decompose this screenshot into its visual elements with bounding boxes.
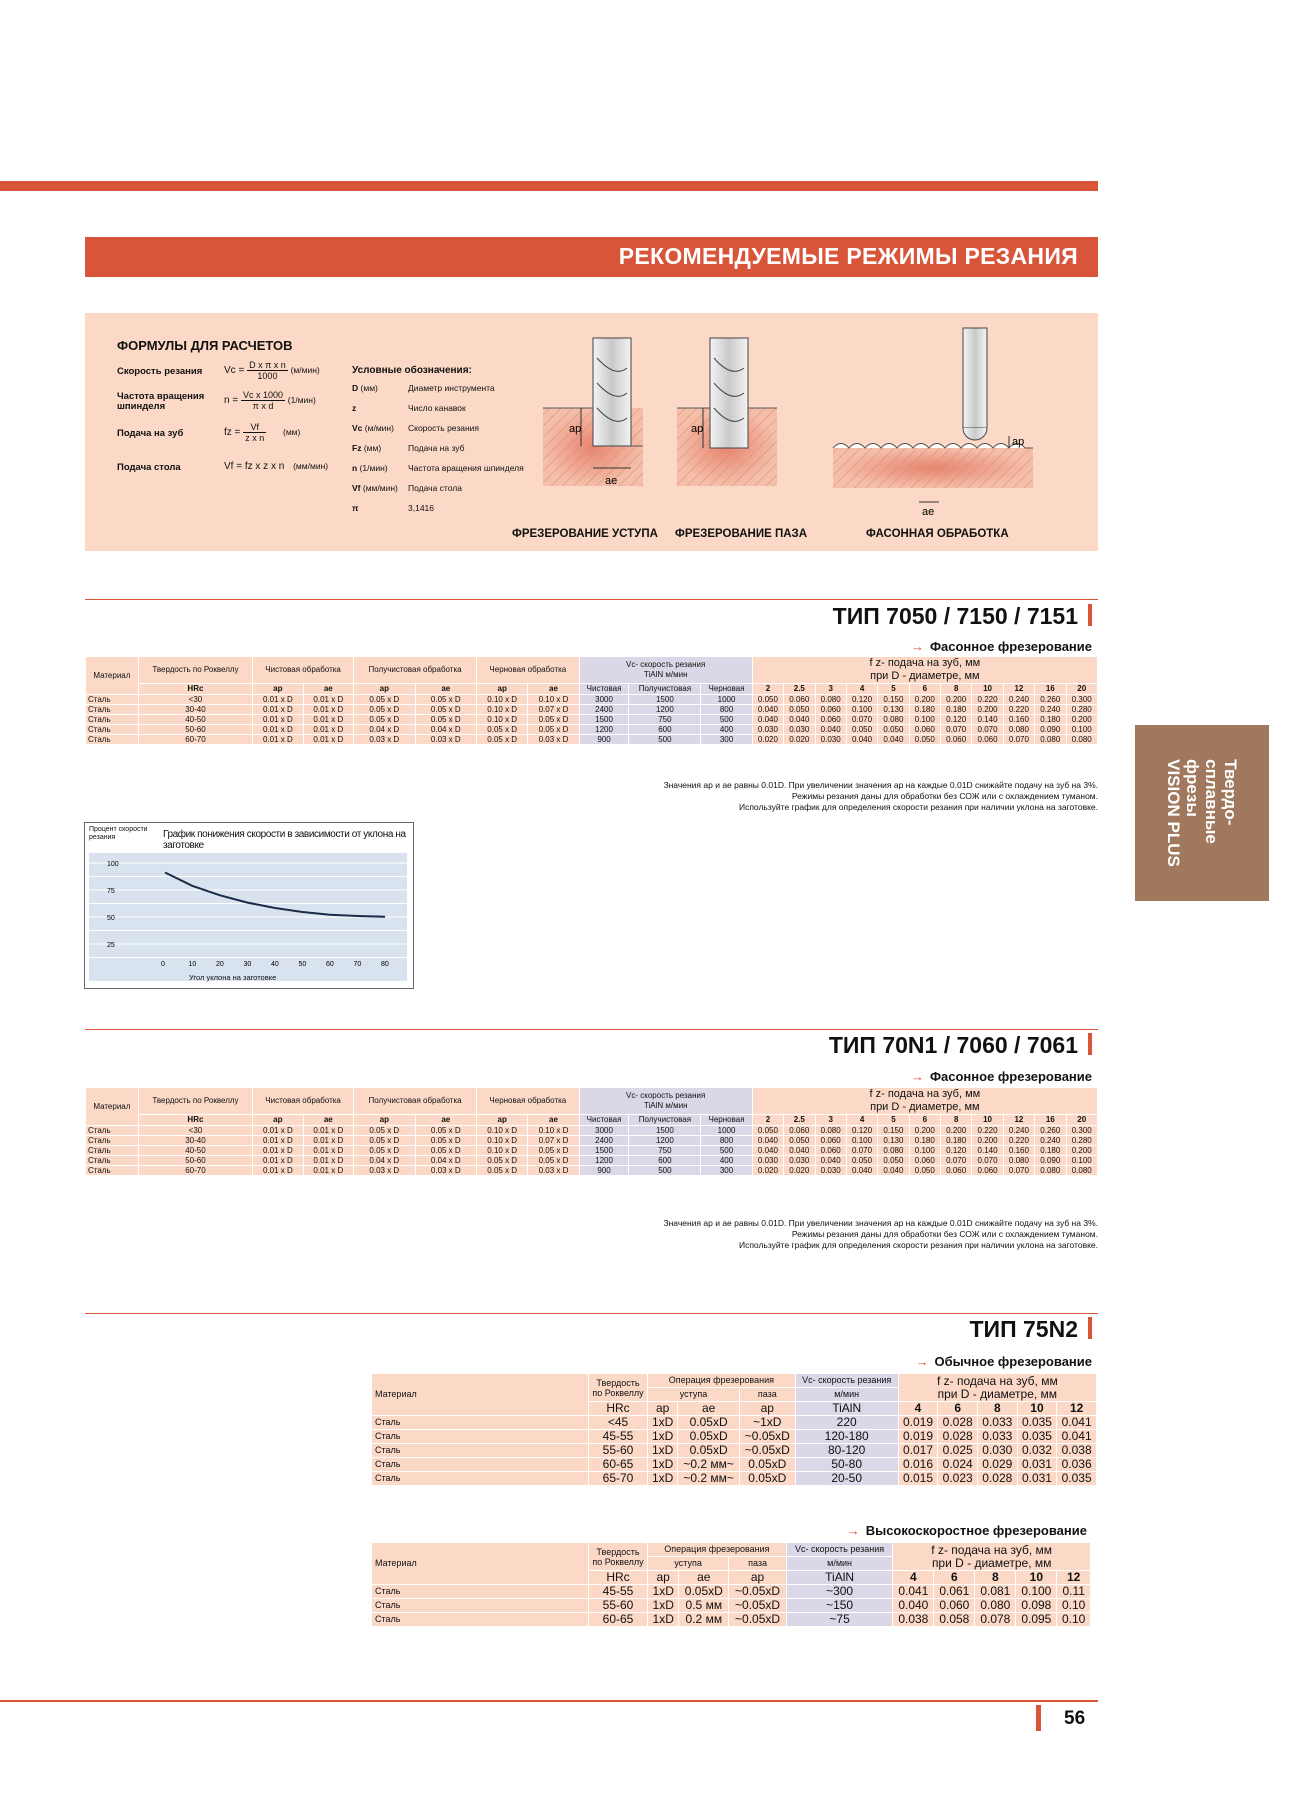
table-row: Сталь <30 0.01 x D 0.01 x D 0.05 x D 0.05 x D 0.10 x D 0.10 x D 3000 1500 1000 0.050 0.060 0.080 0.120 0.150 0.200 0.200 0.220 0.240 0.260 0.300	[86, 1126, 1098, 1136]
col-header: Получистовая	[629, 1115, 701, 1126]
formula-expression: Vc = $\frac{\text{D x π x n}}{1000}$ (м/мин)	[224, 360, 320, 381]
chart-xtick-label: 30	[243, 961, 252, 968]
col-header: Чистовая обработка	[253, 1088, 354, 1115]
col-header: Черновая	[701, 1115, 752, 1126]
col-header: Получистовая обработка	[354, 1088, 477, 1115]
col-header: 3	[815, 1115, 846, 1126]
table-row: Сталь 50-60 0.01 x D 0.01 x D 0.04 x D 0.04 x D 0.05 x D 0.05 x D 1200 600 400 0.030 0.030 0.040 0.050 0.050 0.060 0.070 0.070 0.080 0.090 0.100	[86, 1156, 1098, 1166]
chart-title: График понижения скорости в зависимости от уклона на заготовке	[163, 829, 406, 851]
col-header: HRc	[589, 1571, 648, 1585]
chart-xtick-label: 0	[161, 961, 165, 968]
formula-label: Подача стола	[117, 462, 181, 473]
col-header: ap	[253, 1115, 303, 1126]
table-row: Сталь 45-55 1xD 0.05xD ~0.05xD ~300 0.041 0.061 0.081 0.100 0.11	[372, 1585, 1091, 1599]
col-header: ae	[679, 1571, 729, 1585]
col-header: 8	[977, 1402, 1017, 1416]
chart-ytick-label: 25	[107, 942, 115, 949]
col-header: ae	[303, 684, 353, 695]
col-header: м/мин	[786, 1557, 893, 1571]
shoulder-milling-diagram	[543, 338, 643, 486]
col-header: TiAlN	[795, 1402, 898, 1416]
section-title: ТИП 75N2	[970, 1316, 1093, 1343]
col-header: 12	[1003, 1115, 1034, 1126]
cutting-table-75n2-highspeed	[371, 1542, 1091, 1627]
col-header: Vc- скорость резания TiAlN м/мин	[579, 1088, 752, 1115]
table-row: Сталь 60-70 0.01 x D 0.01 x D 0.03 x D 0.03 x D 0.05 x D 0.03 x D 900 500 300 0.020 0.020 0.030 0.040 0.040 0.050 0.060 0.060 0.070 0.080 0.080	[86, 735, 1098, 745]
chart-xtick-label: 20	[216, 961, 224, 968]
col-header: Твердость по Роквеллу	[589, 1543, 648, 1571]
diagram-caption: ФРЕЗЕРОВАНИЕ ПАЗА	[675, 528, 808, 540]
col-header: ae	[415, 684, 476, 695]
col-header: 6	[938, 1402, 978, 1416]
col-header: 2.5	[784, 1115, 815, 1126]
col-header: HRc	[138, 684, 252, 695]
col-header: паза	[739, 1388, 795, 1402]
col-header: 12	[1057, 1402, 1097, 1416]
col-header: 4	[898, 1402, 938, 1416]
col-header: Чистовая	[579, 684, 629, 695]
col-header: Материал	[86, 657, 139, 695]
col-header: Чистовая обработка	[253, 657, 354, 684]
col-header: ap	[739, 1402, 795, 1416]
section-subtitle: → Фасонное фрезерование	[910, 639, 1092, 654]
diagram-caption: ФРЕЗЕРОВАНИЕ УСТУПА	[512, 528, 658, 540]
col-header: 2.5	[784, 684, 815, 695]
col-header: 16	[1035, 684, 1066, 695]
chart-xtick-label: 70	[353, 961, 362, 968]
table-row: Сталь 40-50 0.01 x D 0.01 x D 0.05 x D 0.05 x D 0.10 x D 0.05 x D 1500 750 500 0.040 0.040 0.060 0.070 0.080 0.100 0.120 0.140 0.160 0.180 0.200	[86, 1146, 1098, 1156]
diagram-caption: ФАСОННАЯ ОБРАБОТКА	[866, 528, 1009, 540]
col-header: Черновая обработка	[477, 1088, 580, 1115]
section-subtitle: → Фасонное фрезерование	[910, 1069, 1092, 1084]
ae-label: ae	[922, 506, 935, 518]
col-header: Vc- скорость резания TiAlN м/мин	[579, 657, 752, 684]
cutting-table-7050	[85, 656, 1098, 745]
col-header: Материал	[86, 1088, 139, 1126]
formula-label: Скорость резания	[117, 366, 203, 377]
chart-xtick-label: 40	[271, 961, 279, 968]
top-rule	[0, 181, 1098, 191]
slot-milling-diagram	[677, 338, 777, 486]
table-notes: Значения ap и ae равны 0.01D. При увеличении значения ap на каждые 0.01D снижайте подачу на зуб на 3%. Режимы резания даны для обработки без СОЖ или с охлаждением туманом. Используйте график для определения скорости резания при наличии уклона на заготовке.	[663, 1218, 1098, 1250]
col-header: ap	[253, 684, 303, 695]
col-header: 3	[815, 684, 846, 695]
col-header: уступа	[648, 1388, 740, 1402]
milling-diagrams	[515, 318, 1075, 518]
col-header: 2	[752, 1115, 783, 1126]
table-row: Сталь 45-55 1xD 0.05xD ~0.05xD 120-180 0.019 0.028 0.033 0.035 0.041	[372, 1430, 1097, 1444]
cutting-table-70n1	[85, 1087, 1098, 1176]
legend-item: Vf (мм/мин) Подача стола	[352, 483, 462, 493]
col-header: 6	[934, 1571, 975, 1585]
formula-expression: fz = $\frac{Vf}{\text{z x n}}$ (мм)	[224, 422, 301, 443]
col-header: 8	[941, 1115, 972, 1126]
col-header: ae	[415, 1115, 476, 1126]
col-header: Vc- скорость резания	[786, 1543, 893, 1557]
col-header: ae	[303, 1115, 353, 1126]
chart-xtick-label: 80	[381, 961, 389, 968]
col-header: 10	[1016, 1571, 1057, 1585]
chart-ytick-label: 100	[107, 861, 119, 868]
table-row: Сталь 65-70 1xD ~0.2 мм~ 0.05xD 20-50 0.015 0.023 0.028 0.031 0.035	[372, 1472, 1097, 1486]
section-rule	[85, 1029, 1098, 1030]
ap-label: ap	[569, 423, 582, 435]
section-rule	[85, 599, 1098, 600]
col-header: 4	[846, 684, 877, 695]
legend-item: D (мм) Диаметр инструмента	[352, 383, 495, 393]
col-header: 10	[972, 1115, 1003, 1126]
legend-item: π 3,1416	[352, 503, 434, 513]
col-header: Получистовая обработка	[354, 657, 477, 684]
legend-item: Vc (м/мин) Скорость резания	[352, 423, 480, 433]
page-title: РЕКОМЕНДУЕМЫЕ РЕЖИМЫ РЕЗАНИЯ	[618, 243, 1078, 269]
table-row: Сталь 30-40 0.01 x D 0.01 x D 0.05 x D 0.05 x D 0.10 x D 0.07 x D 2400 1200 800 0.040 0.050 0.060 0.100 0.130 0.180 0.180 0.200 0.220 0.240 0.280	[86, 705, 1098, 715]
legend-title: Условные обозначения:	[352, 365, 472, 376]
chart-ytick-label: 50	[107, 915, 115, 922]
col-header: 5	[878, 1115, 909, 1126]
chart-ytick-label: 75	[107, 888, 115, 895]
col-header: Операция фрезерования	[648, 1543, 787, 1557]
ap-label: ap	[1012, 436, 1025, 448]
speed-reduction-chart	[84, 822, 414, 989]
legend-item: Fz (мм) Подача на зуб	[352, 443, 465, 453]
col-header: 4	[846, 1115, 877, 1126]
col-header: 8	[941, 684, 972, 695]
table-row: Сталь <45 1xD 0.05xD ~1xD 220 0.019 0.028 0.033 0.035 0.041	[372, 1416, 1097, 1430]
col-header: f z- подача на зуб, мм при D - диаметре, мм	[752, 657, 1097, 684]
col-header: f z- подача на зуб, мм при D - диаметре, мм	[898, 1374, 1096, 1402]
table-row: Сталь 60-70 0.01 x D 0.01 x D 0.03 x D 0.03 x D 0.05 x D 0.03 x D 900 500 300 0.020 0.020 0.030 0.040 0.040 0.050 0.060 0.060 0.070 0.080 0.080	[86, 1166, 1098, 1176]
ae-label: ae	[605, 475, 618, 487]
col-header: Твердость по Роквеллу	[138, 657, 252, 684]
side-category-tab	[1135, 725, 1269, 901]
table-notes: Значения ap и ae равны 0.01D. При увеличении значения ap на каждые 0.01D снижайте подачу на зуб на 3%. Режимы резания даны для обработки без СОЖ или с охлаждением туманом. Используйте график для определения скорости резания при наличии уклона на заготовке.	[663, 780, 1098, 812]
col-header: ap	[648, 1402, 678, 1416]
section-rule	[85, 1313, 1098, 1314]
legend-item: n (1/мин) Частота вращения шпинделя	[352, 463, 524, 473]
col-header: TiAlN	[786, 1571, 893, 1585]
col-header: HRc	[138, 1115, 252, 1126]
col-header: Получистовая	[629, 684, 701, 695]
formula-label: Частота вращения шпинделя	[117, 391, 205, 412]
col-header: Vc- скорость резания	[795, 1374, 898, 1388]
col-header: паза	[729, 1557, 787, 1571]
profile-milling-diagram	[833, 328, 1033, 502]
col-header: 20	[1066, 684, 1098, 695]
ap-label: ap	[691, 423, 704, 435]
table-row: Сталь <30 0.01 x D 0.01 x D 0.05 x D 0.05 x D 0.10 x D 0.10 x D 3000 1500 1000 0.050 0.060 0.080 0.120 0.150 0.200 0.200 0.220 0.240 0.260 0.300	[86, 695, 1098, 705]
col-header: ap	[477, 1115, 528, 1126]
col-header: ap	[477, 684, 528, 695]
col-header: ae	[678, 1402, 740, 1416]
section-subtitle: → Обычное фрезерование	[915, 1354, 1092, 1369]
cutting-table-75n2-standard	[371, 1373, 1097, 1486]
col-header: Операция фрезерования	[648, 1374, 796, 1388]
chart-xlabel: Угол уклона на заготовке	[189, 973, 277, 982]
bottom-rule	[0, 1700, 1098, 1702]
side-tab-label: Твердо- сплавные фрезы VISION PLUS	[1164, 759, 1240, 867]
col-header: Черновая	[701, 684, 752, 695]
col-header: ap	[729, 1571, 787, 1585]
col-header: HRc	[589, 1402, 648, 1416]
col-header: Твердость по Роквеллу	[138, 1088, 252, 1115]
page-number: 56	[1064, 1708, 1086, 1729]
table-row: Сталь 30-40 0.01 x D 0.01 x D 0.05 x D 0.05 x D 0.10 x D 0.07 x D 2400 1200 800 0.040 0.050 0.060 0.100 0.130 0.180 0.180 0.200 0.220 0.240 0.280	[86, 1136, 1098, 1146]
col-header: м/мин	[795, 1388, 898, 1402]
chart-xtick-label: 10	[188, 961, 197, 968]
page-marker	[1036, 1705, 1041, 1731]
section-title: ТИП 70N1 / 7060 / 7061	[829, 1032, 1092, 1059]
col-header: 10	[1017, 1402, 1057, 1416]
chart-xtick-label: 60	[326, 961, 334, 968]
col-header: f z- подача на зуб, мм при D - диаметре, мм	[893, 1543, 1091, 1571]
formula-expression: Vf = fz x z x n (мм/мин)	[224, 461, 329, 472]
formulas-title: ФОРМУЛЫ ДЛЯ РАСЧЕТОВ	[117, 338, 293, 353]
col-header: 8	[975, 1571, 1016, 1585]
table-row: Сталь 60-65 1xD 0.2 мм ~0.05xD ~75 0.038 0.058 0.078 0.095 0.10	[372, 1613, 1091, 1627]
col-header: ap	[354, 684, 415, 695]
col-header: Материал	[372, 1543, 589, 1585]
table-row: Сталь 50-60 0.01 x D 0.01 x D 0.04 x D 0.04 x D 0.05 x D 0.05 x D 1200 600 400 0.030 0.030 0.040 0.050 0.050 0.060 0.070 0.070 0.080 0.090 0.100	[86, 725, 1098, 735]
table-row: Сталь 55-60 1xD 0.05xD ~0.05xD 80-120 0.017 0.025 0.030 0.032 0.038	[372, 1444, 1097, 1458]
chart-ylabel: Процент скорости резания	[89, 826, 148, 841]
col-header: 16	[1035, 1115, 1066, 1126]
col-header: Твердость по Роквеллу	[589, 1374, 648, 1402]
col-header: 5	[878, 684, 909, 695]
col-header: 12	[1057, 1571, 1091, 1585]
col-header: ae	[528, 684, 579, 695]
col-header: 6	[909, 684, 940, 695]
formula-expression: n = $\frac{\text{Vc x 1000}}{\text{π x d}}$ (1/мин)	[224, 390, 316, 411]
col-header: 12	[1003, 684, 1034, 695]
col-header: Черновая обработка	[477, 657, 580, 684]
col-header: ap	[354, 1115, 415, 1126]
header-bar	[85, 237, 1098, 277]
section-subtitle: → Высокоскоростное фрезерование	[846, 1523, 1087, 1538]
col-header: уступа	[648, 1557, 729, 1571]
col-header: Материал	[372, 1374, 589, 1416]
col-header: ap	[648, 1571, 679, 1585]
legend-item: z Число канавок	[352, 403, 466, 413]
col-header: 4	[893, 1571, 934, 1585]
col-header: 10	[972, 684, 1003, 695]
col-header: 6	[909, 1115, 940, 1126]
chart-xtick-label: 50	[298, 961, 307, 968]
table-row: Сталь 55-60 1xD 0.5 мм ~0.05xD ~150 0.040 0.060 0.080 0.098 0.10	[372, 1599, 1091, 1613]
col-header: 2	[752, 684, 783, 695]
formula-label: Подача на зуб	[117, 428, 184, 439]
section-title: ТИП 7050 / 7150 / 7151	[833, 603, 1092, 630]
col-header: Чистовая	[579, 1115, 629, 1126]
table-row: Сталь 40-50 0.01 x D 0.01 x D 0.05 x D 0.05 x D 0.10 x D 0.05 x D 1500 750 500 0.040 0.040 0.060 0.070 0.080 0.100 0.120 0.140 0.160 0.180 0.200	[86, 715, 1098, 725]
table-row: Сталь 60-65 1xD ~0.2 мм~ 0.05xD 50-80 0.016 0.024 0.029 0.031 0.036	[372, 1458, 1097, 1472]
col-header: f z- подача на зуб, мм при D - диаметре, мм	[752, 1088, 1097, 1115]
col-header: 20	[1066, 1115, 1098, 1126]
col-header: ae	[528, 1115, 579, 1126]
